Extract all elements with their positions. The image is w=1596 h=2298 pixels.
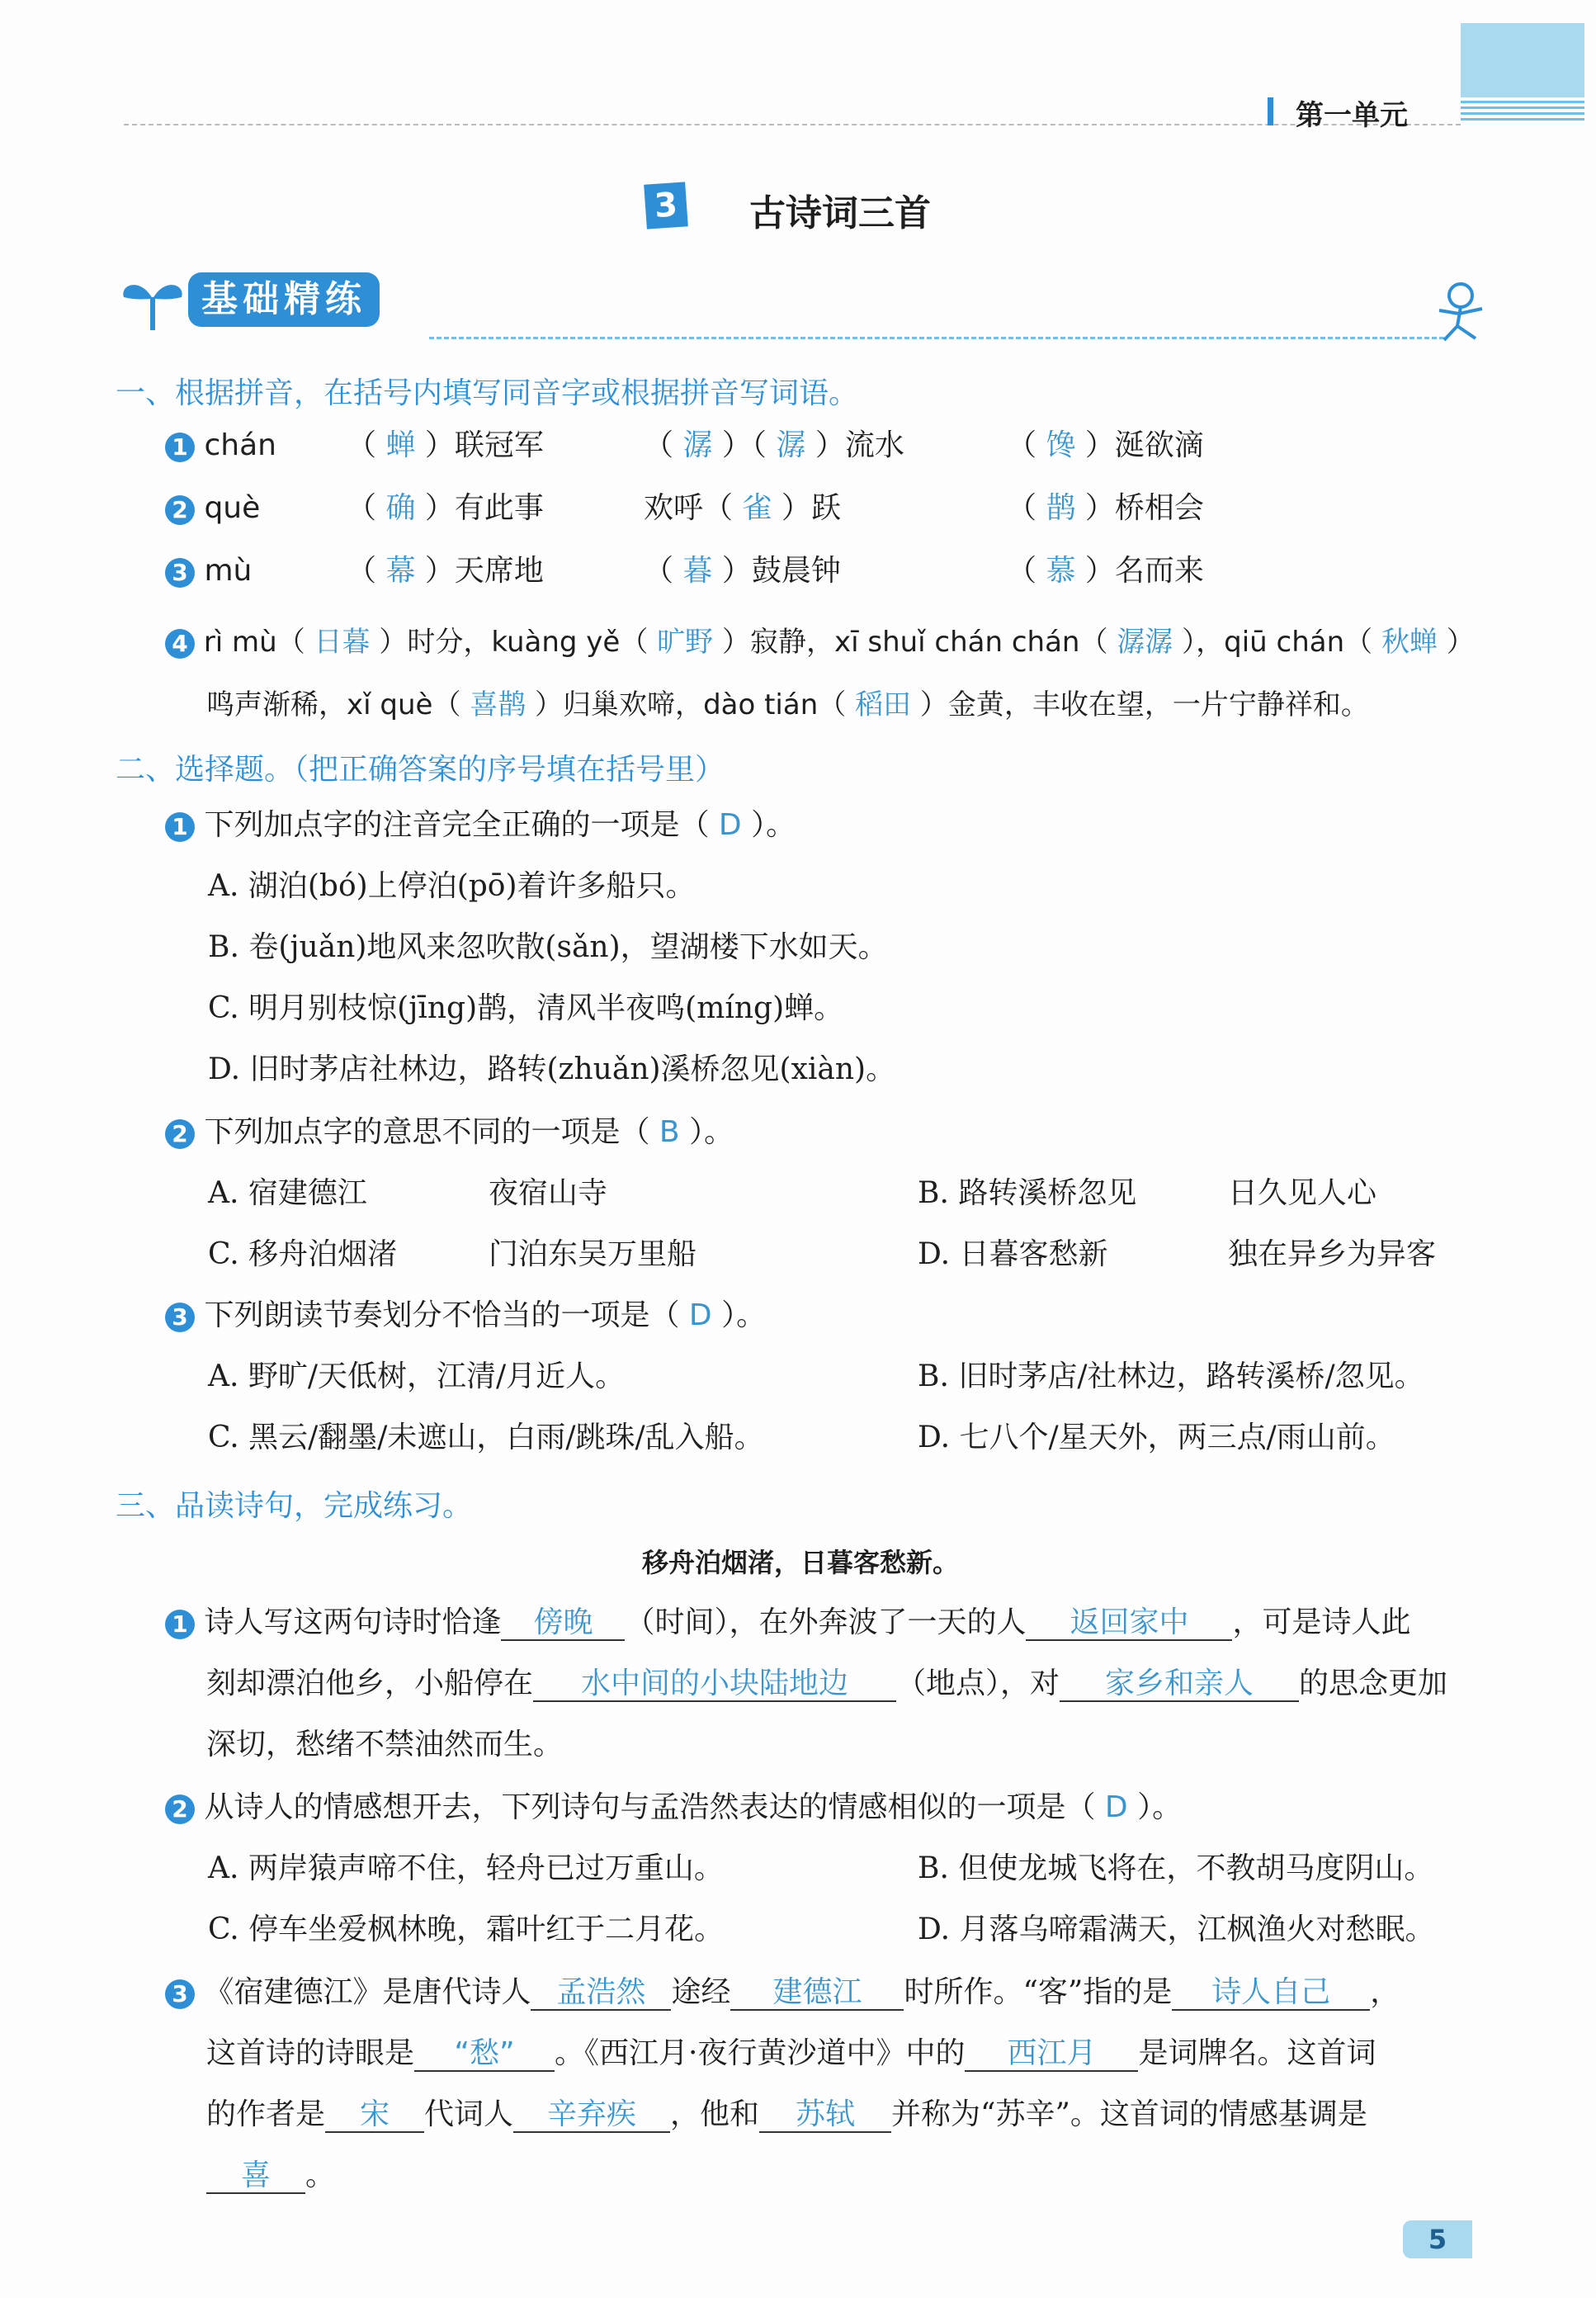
s3-q2-stem: 2 从诗人的情感想开去，下列诗句与孟浩然表达的情感相似的一项是（ D ）。 xyxy=(165,1791,1182,1824)
s1-row-2-col3: （ 鹊 ）桥相会 xyxy=(1007,491,1204,525)
s1-row-2: 2 què xyxy=(165,492,260,525)
s2-q1-opt-d: D. 旧时茅店社林边，路转(zhuǎn)溪桥忽见(xiàn)。 xyxy=(208,1052,896,1086)
s3-q3-line2: 这首诗的诗眼是 “愁” 。《西江月·夜行黄沙道中》中的 西江月 是词牌名。这首词 xyxy=(206,2036,1376,2070)
header-stripes xyxy=(1461,97,1584,122)
s3-q3-line3: 的作者是 宋 代词人 辛弃疾 ，他和 苏轼 并称为“苏辛”。这首词的情感基调是 xyxy=(206,2097,1367,2131)
s2-q3-opt-d: D. 七八个/星天外，两三点/雨山前。 xyxy=(918,1421,1395,1454)
s1-q4-line1: 4 rì mù（ 日暮 ）时分，kuàng yě（ 旷野 ）寂静，xī shuǐ chán chán（ 潺潺 ），qiū chán（ 秋蝉 ） xyxy=(165,626,1475,659)
s1-row-3: 3 mù xyxy=(165,555,252,588)
s3-q2-opt-a: A. 两岸猿声啼不住，轻舟已过万重山。 xyxy=(208,1851,724,1885)
s3-q2-opt-c: C. 停车坐爱枫林晚，霜叶红于二月花。 xyxy=(208,1913,725,1946)
s3-q3-line4: 喜 。 xyxy=(206,2159,335,2194)
s1-row-3-col1: （ 幕 ）天席地 xyxy=(347,554,544,588)
header-bar xyxy=(1268,97,1273,125)
s2-q1-opt-b: B. 卷(juǎn)地风来忽吹散(sǎn)，望湖楼下水如天。 xyxy=(208,930,888,964)
s2-q1-opt-a: A. 湖泊(bó)上停泊(pō)着许多船只。 xyxy=(208,869,696,903)
s2-q1-stem: 1 下列加点字的注音完全正确的一项是（ D ）。 xyxy=(165,809,796,842)
sprout-icon xyxy=(116,272,190,333)
s1-row-1: 1 chán xyxy=(165,429,276,462)
s2-q2-opt-d1: D. 日暮客愁新 xyxy=(918,1237,1108,1271)
s3-q2-opt-d: D. 月落乌啼霜满天，江枫渔火对愁眠。 xyxy=(918,1913,1435,1946)
s2-q3-stem: 3 下列朗读节奏划分不恰当的一项是（ D ）。 xyxy=(165,1299,766,1332)
s2-q2-stem: 2 下列加点字的意思不同的一项是（ B ）。 xyxy=(165,1116,734,1149)
lesson-number: 3 xyxy=(644,182,688,229)
section2-heading: 二、选择题。（把正确答案的序号填在括号里） xyxy=(116,753,725,787)
s2-q3-opt-c: C. 黑云/翻墨/未遮山，白雨/跳珠/乱入船。 xyxy=(208,1421,764,1454)
s3-q2-opt-b: B. 但使龙城飞将在，不教胡马度阴山。 xyxy=(918,1851,1434,1885)
s1-row-2-col2: 欢呼（ 雀 ）跃 xyxy=(644,491,841,525)
s3-q3-line1: 3 《宿建德江》是唐代诗人 孟浩然 途经 建德江 时所作。“客”指的是 诗人自己 ， xyxy=(165,1976,1400,2011)
s2-q2-opt-b2: 日久见人心 xyxy=(1228,1176,1377,1210)
page-title: 古诗词三首 xyxy=(749,192,931,234)
s2-q2-opt-d2: 独在异乡为异客 xyxy=(1228,1237,1437,1271)
header-divider xyxy=(124,124,1461,125)
s3-q1-line3: 深切，愁绪不禁油然而生。 xyxy=(206,1728,564,1761)
s3-q1-line1: 1 诗人写这两句诗时恰逢 傍晚 （时间），在外奔波了一天的人 返回家中 ，可是诗人此 xyxy=(165,1606,1411,1641)
running-kid-icon xyxy=(1428,281,1494,350)
s2-q2-opt-a2: 夜宿山寺 xyxy=(489,1176,608,1210)
s2-q2-opt-c2: 门泊东吴万里船 xyxy=(489,1237,697,1271)
unit-label: 第一单元 xyxy=(1296,99,1408,132)
section3-heading: 三、品读诗句，完成练习。 xyxy=(116,1489,473,1523)
s3-q1-line2: 刻却漂泊他乡，小船停在 水中间的小块陆地边 （地点），对 家乡和亲人 的思念更加 xyxy=(206,1667,1448,1700)
s2-q3-opt-b: B. 旧时茅店/社林边，路转溪桥/忽见。 xyxy=(918,1359,1424,1393)
section1-heading: 一、根据拼音，在括号内填写同音字或根据拼音写词语。 xyxy=(116,376,859,410)
s1-row-3-col3: （ 慕 ）名而来 xyxy=(1007,554,1204,588)
s2-q2-opt-c1: C. 移舟泊烟渚 xyxy=(208,1237,398,1271)
s2-q3-opt-a: A. 野旷/天低树，江清/月近人。 xyxy=(208,1359,626,1393)
s1-row-1-col1: （ 蝉 ）联冠军 xyxy=(347,428,544,462)
s1-row-2-col1: （ 确 ）有此事 xyxy=(347,491,544,525)
s1-q4-line2: 鸣声渐稀，xǐ què（ 喜鹊 ）归巢欢啼，dào tián（ 稻田 ）金黄，丰收在望，一片宁静祥和。 xyxy=(206,688,1369,721)
s1-row-1-col3: （ 馋 ）涎欲滴 xyxy=(1007,428,1204,462)
banner-dashline xyxy=(429,337,1444,339)
s2-q2-opt-b1: B. 路转溪桥忽见 xyxy=(918,1176,1137,1210)
poem-line: 移舟泊烟渚，日暮客愁新。 xyxy=(642,1547,960,1578)
section-banner: 基础精练 xyxy=(188,272,380,327)
s1-row-1-col2: （ 潺 ）（ 潺 ）流水 xyxy=(644,428,904,462)
s1-row-3-col2: （ 暮 ）鼓晨钟 xyxy=(644,554,841,588)
s2-q2-opt-a1: A. 宿建德江 xyxy=(208,1176,367,1210)
page-number: 5 xyxy=(1403,2220,1472,2258)
s2-q1-opt-c: C. 明月别枝惊(jīng)鹊，清风半夜鸣(míng)蝉。 xyxy=(208,991,844,1025)
